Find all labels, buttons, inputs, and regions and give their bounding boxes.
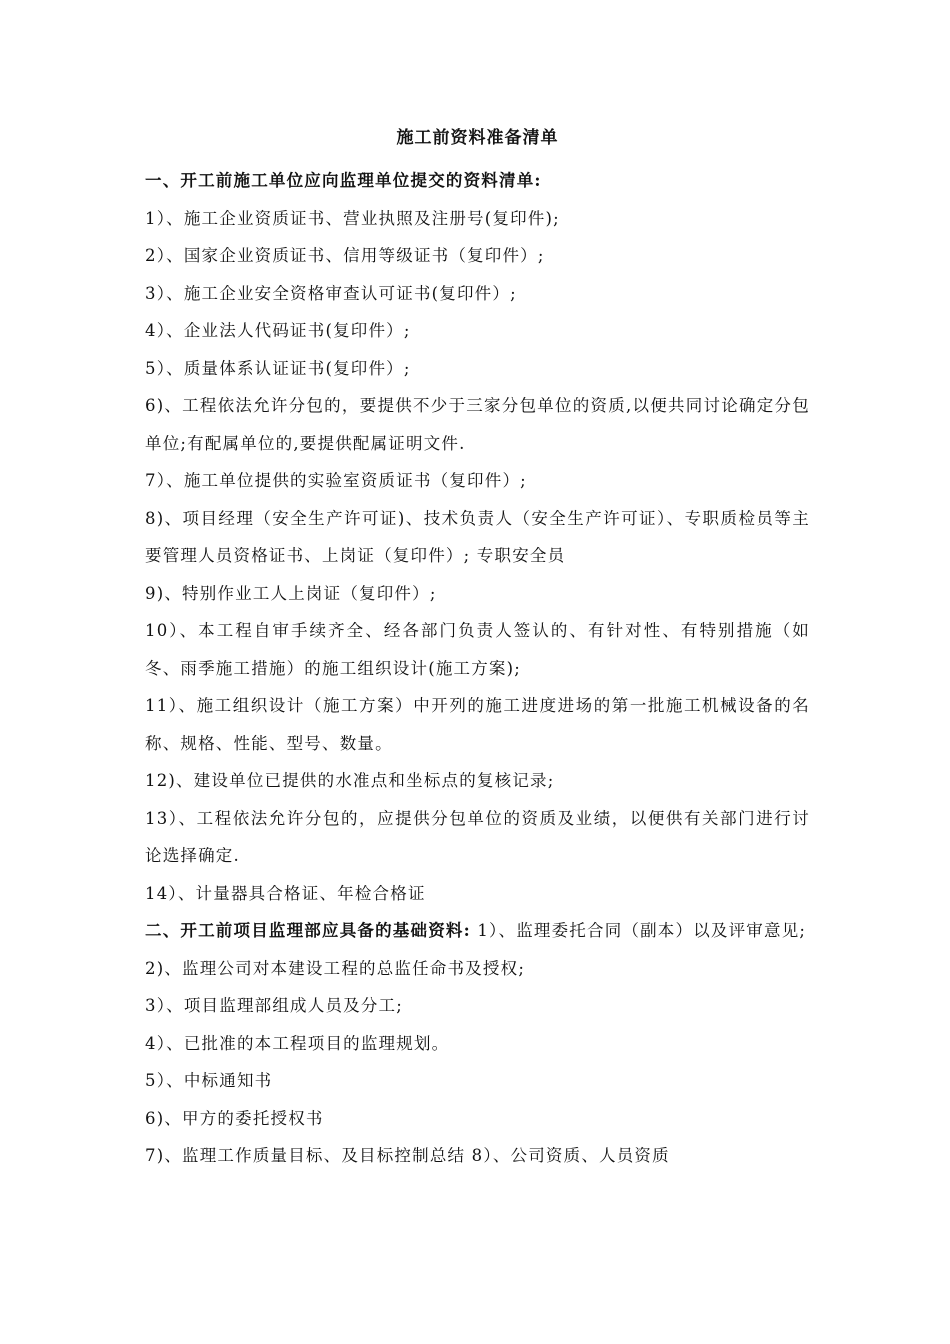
section1-item-14: 14）、计量器具合格证、年检合格证: [145, 883, 426, 903]
section2-item-4: 4）、已批准的本工程项目的监理规划。: [145, 1033, 450, 1053]
section1-item-7: 7）、施工单位提供的实验室资质证书（复印件）;: [145, 471, 527, 490]
section1-item-10: 10）、本工程自审手续齐全、经各部门负责人签认的、有针对性、有特别措施（如冬、雨季施工措施）的施工组织设计(施工方案);: [145, 621, 810, 678]
section2-item-3: 3）、项目监理部组成人员及分工;: [145, 996, 404, 1015]
section1-item-11: 11）、施工组织设计（施工方案）中开列的施工进度进场的第一批施工机械设备的名称、规格、性能、型号、数量。: [145, 696, 810, 753]
section1-item-13: 13）、工程依法允许分包的，应提供分包单位的资质及业绩，以便供有关部门进行讨论选择确定.: [145, 808, 810, 865]
section2-item-6: 6)、甲方的委托授权书: [145, 1108, 324, 1128]
section1-item-12: 12)、建设单位已提供的水准点和坐标点的复核记录;: [145, 771, 555, 790]
section2-heading-line: [145, 912, 810, 950]
section1-item-3: 3）、施工企业安全资格审查认可证书(复印件）;: [145, 283, 517, 303]
section2-heading: 二、开工前项目监理部应具备的基础资料:: [145, 921, 471, 940]
section1-item-4: 4）、企业法人代码证书(复印件）;: [145, 321, 411, 340]
section2-item-7: 7)、监理工作质量目标、及目标控制总结 8）、公司资质、人员资质: [145, 1146, 670, 1165]
document-title: 施工前资料准备清单: [396, 128, 559, 148]
section1-item-6: 6)、工程依法允许分包的，要提供不少于三家分包单位的资质,以便共同讨论确定分包单位;有配属单位的,要提供配属证明文件.: [145, 396, 810, 453]
section1-item-5: 5）、质量体系认证证书(复印件）;: [145, 358, 411, 378]
section1-item-1: 1）、施工企业资质证书、营业执照及注册号(复印件);: [145, 208, 560, 228]
section1-heading: 一、开工前施工单位应向监理单位提交的资料清单:: [145, 171, 542, 190]
section2-item-5: 5）、中标通知书: [145, 1071, 273, 1090]
section2-item-2: 2)、监理公司对本建设工程的总监任命书及授权;: [145, 958, 526, 978]
section1-item-9: 9)、特别作业工人上岗证（复印件）;: [145, 583, 437, 603]
section2-item-1: 1）、监理委托合同（副本）以及评审意见;: [477, 921, 807, 940]
section1-item-8: 8)、项目经理（安全生产许可证)、技术负责人（安全生产许可证）、专职质检员等主要管理人员资格证书、上岗证（复印件）; 专职安全员: [145, 508, 810, 565]
document-page: [145, 128, 810, 1175]
section1-item-2: 2）、国家企业资质证书、信用等级证书（复印件）;: [145, 246, 545, 265]
